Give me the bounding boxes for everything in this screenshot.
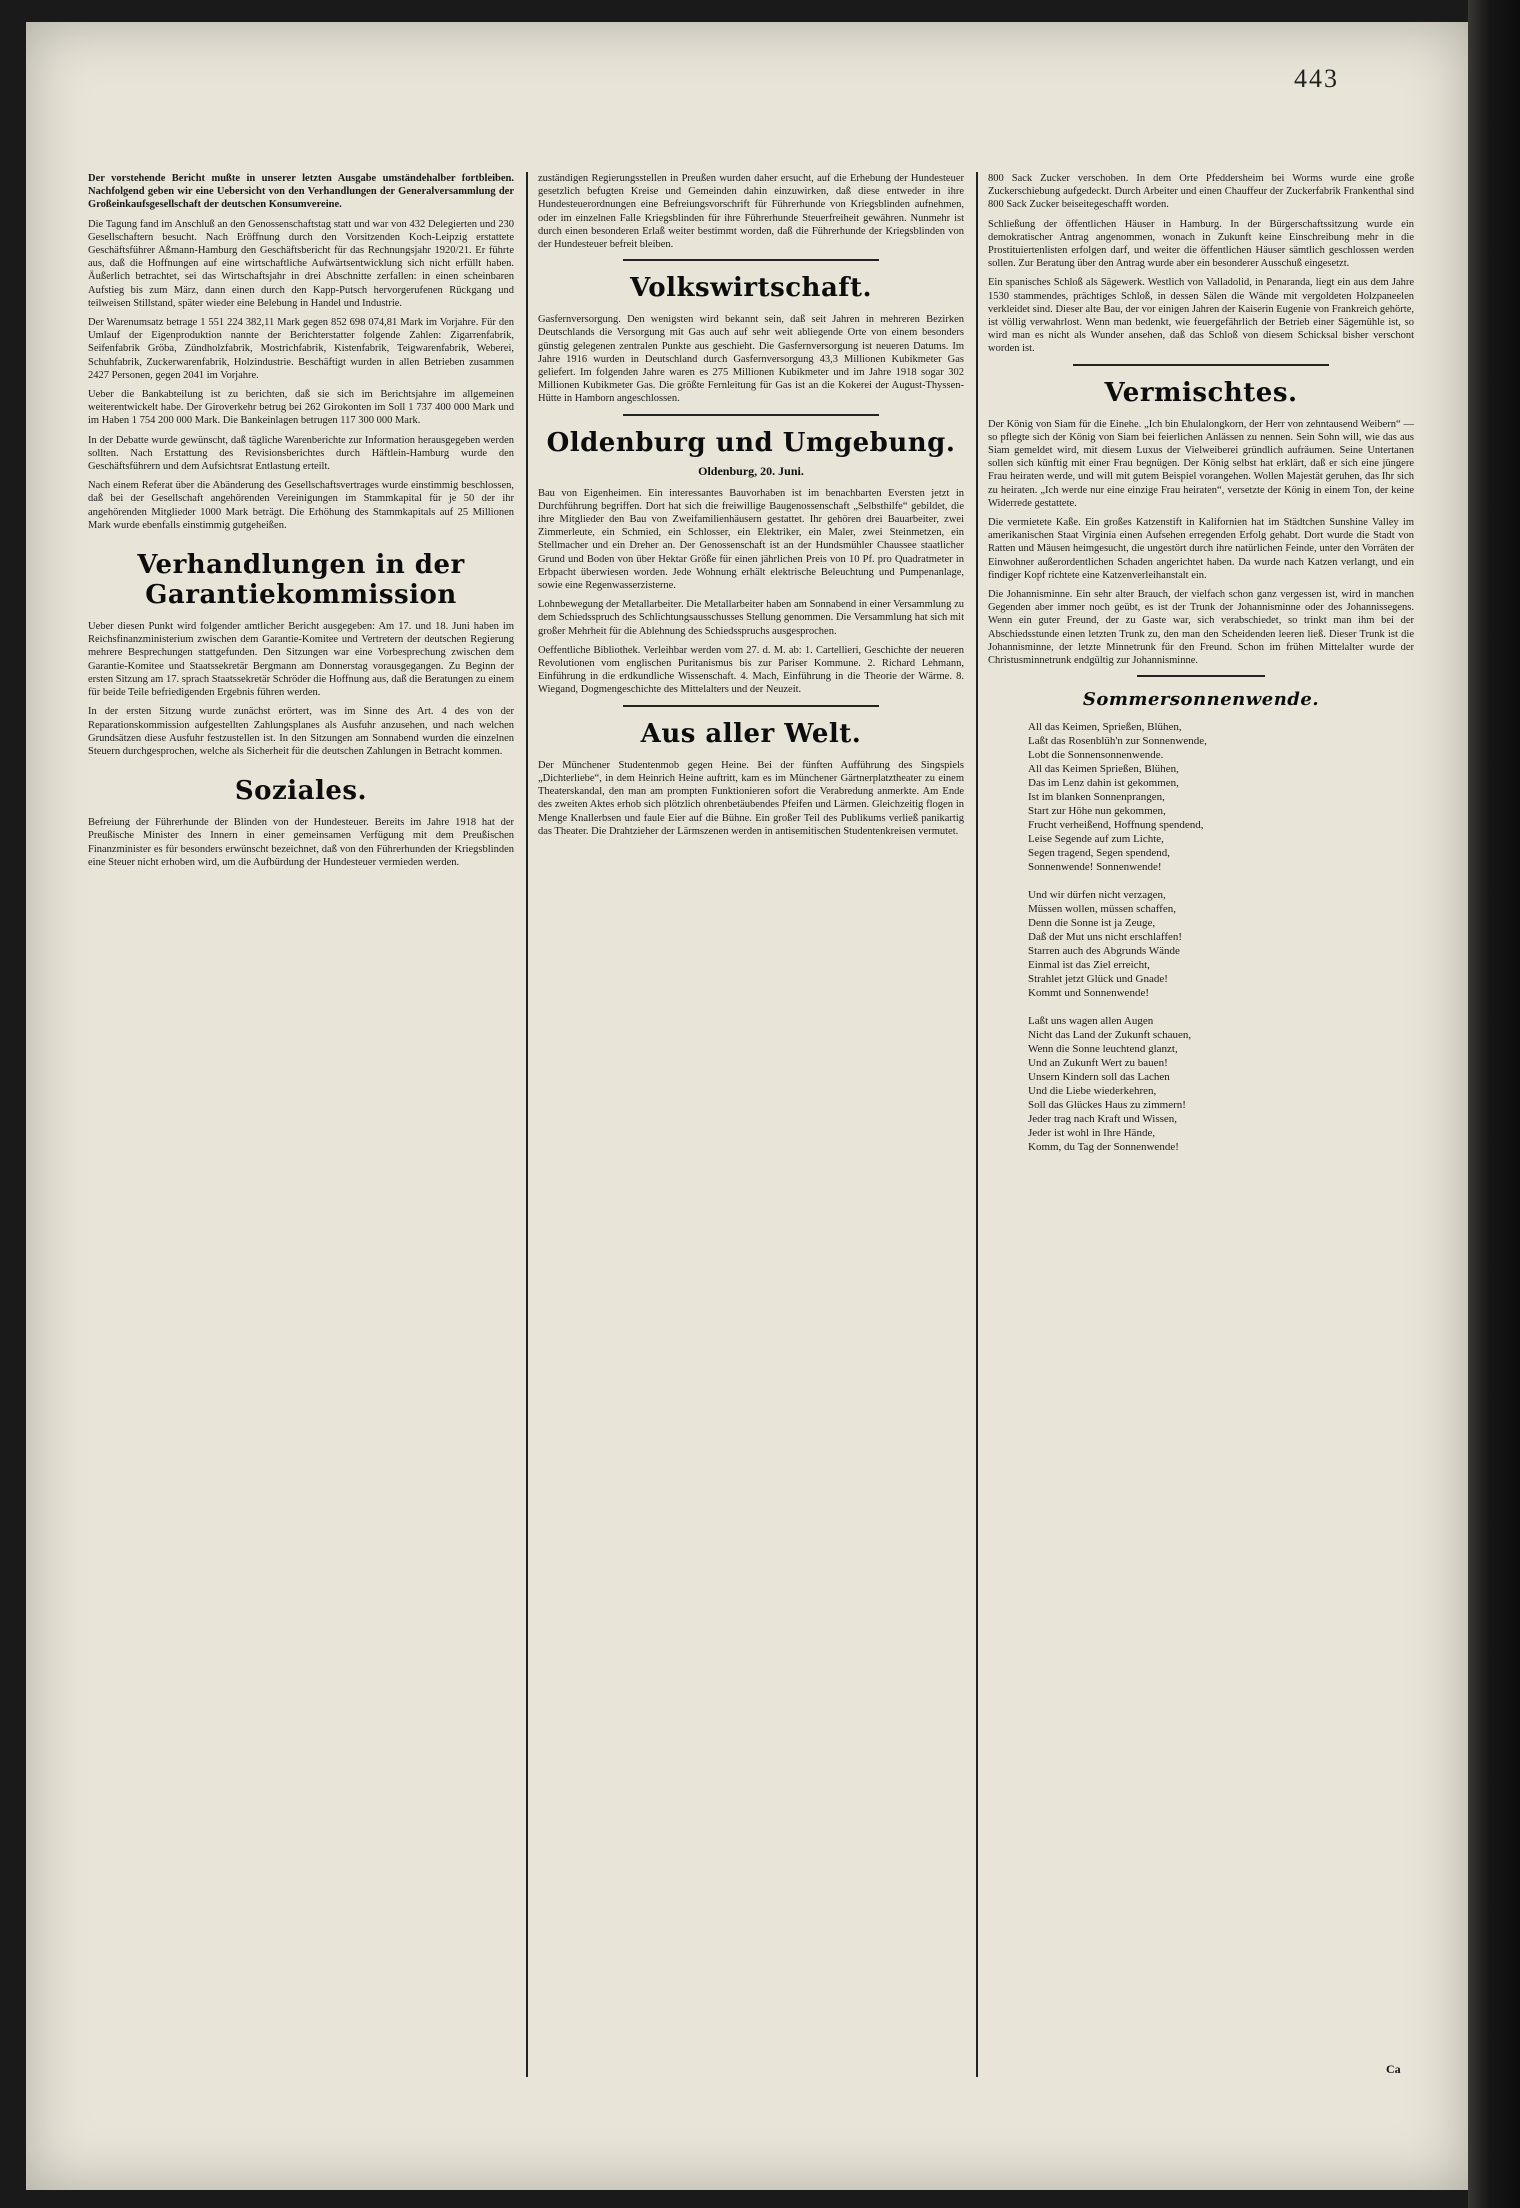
- poem-line: Soll das Glückes Haus zu zimmern!: [1028, 1099, 1186, 1112]
- col3-para-3: Ein spanisches Schloß als Sägewerk. Westlich von Valladolid, in Penaranda, liegt ein aus dem Jahre 1530 stammendes, prächtiges Schloß, in dessen Sälen die Wände mit vergoldeten Holzpaneelen verkleidet sind. Dieser alte Bau, der vor einigen Jahren der Kaiserin Eugenie von Frankreich gehörte, ist völlig verwahrlost. Wenn man bedenkt, wie feuergefährlich der Betrieb einer Sägemühle ist, so wird man es nicht als Wunder ansehen, daß das Schloß von diesem Schicksal bisher verschont worden ist.: [988, 277, 1414, 355]
- headline-volkswirtschaft: Volkswirtschaft.: [629, 273, 873, 304]
- col2-para-4: Lohnbewegung der Metallarbeiter. Die Metallarbeiter haben am Sonnabend in einer Versammlung zu dem Schiedsspruch des Schlichtungsausschusses Stellung genommen. Die Versammlung hat sich mit großer Mehrheit für die Ablehnung des Schiedsspruchs ausgesprochen.: [538, 599, 964, 637]
- poem-line: [1028, 1000, 1414, 1014]
- column-2: [538, 172, 964, 2072]
- poem-line: Jeder ist wohl in Ihre Hände,: [1028, 1127, 1156, 1140]
- bottom-mark: Ca: [1386, 2062, 1401, 2076]
- col1-para-4: Ueber die Bankabteilung ist zu berichten, daß sie sich im Berichtsjahre im allgemeinen weiterentwickelt habe. Der Giroverkehr betrug bei 262 Girokonten im Soll 1 737 400 000 Mark und im Haben 1 754 200 000 Mark. Die Bankeinlagen betrugen 117 300 000 Mark.: [88, 389, 514, 427]
- col1-para-6: Nach einem Referat über die Abänderung des Gesellschaftsvertrages wurde einstimmig beschlossen, daß bei der Gesellschaft angehörenden Vereinigungen im Stammkapital für je 50 der ihr angehörenden Mitglieder 1000 Mark beträgt. Die Erhöhung des Stammkapitals auf 25 Millionen Mark wurde ebenfalls einstimmig gutgeheißen.: [88, 480, 514, 531]
- page-binding-edge: [1468, 0, 1520, 2208]
- poem: [988, 720, 1414, 1154]
- page-number: 443: [1294, 64, 1339, 93]
- poem-line: Müssen wollen, müssen schaffen,: [1028, 903, 1176, 916]
- poem-line: Das im Lenz dahin ist gekommen,: [1028, 777, 1179, 790]
- col3-para-5: Die vermietete Kaße. Ein großes Katzenstift in Kalifornien hat im Städtchen Sunshine Valley im amerikanischen Staat Virginia einen Aufsehen erregenden Erfolg gehabt. Dort wurde die Stadt von Ratten und Mäusen heimgesucht, die ungestört durch ihre natürlichen Feinde, unter den Vorräten der Einwohner außerordentlichen Schaden angerichtet haben. Da wurde nach Katzen verlangt, und ein findiger Kopf richtete eine Katzenverleihanstalt ein.: [988, 517, 1414, 581]
- poem-line: Und wir dürfen nicht verzagen,: [1028, 889, 1166, 902]
- section-rule: [623, 414, 879, 416]
- poem-line: Strahlet jetzt Glück und Gnade!: [1028, 973, 1168, 986]
- dateline: Oldenburg, 20. Juni.: [698, 463, 804, 478]
- section-rule: [623, 705, 879, 707]
- poem-line: Und die Liebe wiederkehren,: [1028, 1085, 1157, 1098]
- col1-para-7: Ueber diesen Punkt wird folgender amtlicher Bericht ausgegeben: Am 17. und 18. Juni haben im Reichsfinanzministerium zwischen dem Garantie-Komitee und Vertretern der deutschen Regierung mehrere Besprechungen stattgefunden. Den Sitzungen war eine Vorbesprechung zwischen dem Garantie-Komitee und Staatssekretär Bergmann am Donnerstag vorausgegangen. Zu Beginn der ersten Sitzung am 17. sprach Staatssekretär Schröder die Hoffnung aus, daß die Beratungen zu einem für beide Teile befriedigenden Ergebnis führen werden.: [88, 621, 514, 699]
- poem-line: Leise Segende auf zum Lichte,: [1028, 833, 1164, 846]
- poem-line: Frucht verheißend, Hoffnung spendend,: [1028, 819, 1204, 832]
- col1-para-2: Die Tagung fand im Anschluß an den Genossenschaftstag statt und war von 432 Delegierten und 230 Gesellschaftern besucht. Nach Eröffnung durch den Vorsitzenden Koch-Leipzig erstattete Geschäftsführer Aßmann-Hamburg den Geschäftsbericht für das Rechnungsjahr 1920/21. Er führte aus, daß die Hoffnungen auf eine wirtschaftliche Aufwärtsentwicklung sich nicht erfüllt haben. Äußerlich betrachtet, sei das Wirtschaftsjahr in drei Abschnitte zerfallen: in einen scheinbaren Aufstieg bis zum März, dann einen durch den Kapp-Putsch hervorgerufenen Rückgang und teilweisen Stillstand, später wieder eine Belebung in Handel und Industrie.: [88, 218, 514, 309]
- poem-line: Kommt und Sonnenwende!: [1028, 987, 1149, 1000]
- poem-line: Segen tragend, Segen spendend,: [1028, 847, 1171, 860]
- col2-para-3: Bau von Eigenheimen. Ein interessantes Bauvorhaben ist im benachbarten Eversten jetzt in Durchführung begriffen. Dort hat sich die freiwillige Baugenossenschaft „Selbsthilfe“ gebildet, die ihre Mitglieder den Bau von Zweifamilienhäusern gestattet. Ihr gehören drei Bauarbeiter, zwei Zimmerleute, ein Schmied, ein Schlosser, ein Elektriker, ein Maler, zwei Steinmetzen, ein Stellmacher und ein Dreher an. Der Genossenschaft ist an der Hundsmühler Chaussee staatlicher Grund und Boden von über Hektar Größe für einen jährlichen Preis von 10 Pf. pro Quadratmeter in Erbpacht überwiesen worden. Jede Wohnung erhält elektrische Beleuchtung und Pumpenanlage, sowie eine Regenwasserzisterne.: [538, 487, 964, 592]
- poem-line: Daß der Mut uns nicht erschlaffen!: [1028, 931, 1183, 944]
- poem-line: Laßt uns wagen allen Augen: [1028, 1015, 1154, 1028]
- headline-sommersonnenwende: Sommersonnenwende.: [1082, 689, 1320, 711]
- col1-para-5: In der Debatte wurde gewünscht, daß tägliche Warenberichte zur Information herausgegeben werden sollten. Nach Erstattung des Revisionsberichtes durch Häftlein-Hamburg wurde den Geschäftsführern und dem Aufsichtsrat Entlastung erteilt.: [88, 434, 514, 473]
- col2-para-2: Gasfernversorgung. Den wenigsten wird bekannt sein, daß seit Jahren in mehreren Bezirken Deutschlands die Versorgung mit Gas auch auf sehr weit abliegende Orte von einem besonders günstig gelegenen zentralen Punkte aus geschieht. Die Gasfernversorgung ist neueren Datums. Im Jahre 1916 wurden in Deutschland durch Gasfernversorgung 43,3 Millionen Kubikmeter Gas geliefert. Im folgenden Jahre waren es 275 Millionen Kubikmeter und im Jahre 1918 sogar 302 Millionen Kubikmeter Gas. Die größte Fernleitung für Gas ist an die Kokerei der August-Thyssen-Hütte in Hamborn angeschlossen.: [538, 314, 964, 405]
- section-rule: [1073, 364, 1329, 366]
- col3-para-2: Schließung der öffentlichen Häuser in Hamburg. In der Bürgerschaftssitzung wurde ein demokratischer Antrag angenommen, wonach in Zukunft keine Einschreibung mehr in die Prostituiertenlisten erfolgen darf, und weiter die öffentlichen Häuser sämtlich geschlossen werden sollen. Zur Beratung über den Antrag wurde aber ein besonderer Ausschuß eingesetzt.: [988, 218, 1414, 270]
- poem-line: Start zur Höhe nun gekommen,: [1028, 805, 1166, 818]
- poem-line: Nicht das Land der Zukunft schauen,: [1028, 1029, 1192, 1042]
- poem-line: Laßt das Rosenblüh'n zur Sonnenwende,: [1028, 735, 1207, 748]
- headline-garantiekommission: Verhandlungen in der Garantiekommission: [137, 550, 465, 611]
- headline-oldenburg: Oldenburg und Umgebung.: [546, 427, 956, 458]
- col3-para-6: Die Johannisminne. Ein sehr alter Brauch, der vielfach schon ganz vergessen ist, wird in manchen Gegenden aber immer noch geübt, es ist der Trunk der Johannisminne oder des Johannissegens. Wenn ein guter Freund, der zu Gaste war, sich verabschiedet, so trinkt man ihm bei der Abschiedsstunde einen letzten Trunk zu, den man den Scheidenden leeren ließ. Dieser Trunk ist die Johannisminne, der letzte Minnetrunk für den Freund. Schon im frühen Mittelalter wurde der Christusminnetrunk endgültig zur Johannisminne.: [988, 589, 1414, 667]
- headline-soziales: Soziales.: [234, 776, 368, 807]
- poem-line: [1028, 874, 1414, 888]
- col3-para-4: Der König von Siam für die Einehe. „Ich bin Ehulalongkorn, der Herr von zehntausend Weibern“ — so pflegte sich der König von Siam bei feierlichen Anlässen zu nennen. Sein Sohn will, wie das aus Siam gemeldet wird, mit diesem Luxus der Vielweiberei gründlich aufräumen. Seine Untertanen sollen sich künftig mit einer Frau begnügen. Der König selbst hat erklärt, daß er sich eine jüngere Frau heiraten werde, und will mit gutem Beispiel vorangehen. Wollen Majestät geruhen, das Ihr sich zu heiraten. „Ich werde nur eine einzige Frau heiraten“, versetzte der König in einem Ton, der keine Widerrede gestattete.: [988, 418, 1414, 509]
- poem-line: Ist im blanken Sonnenprangen,: [1028, 791, 1165, 804]
- section-rule: [1137, 675, 1265, 677]
- poem-line: Denn die Sonne ist ja Zeuge,: [1028, 917, 1156, 930]
- poem-line: All das Keimen Sprießen, Blühen,: [1028, 763, 1179, 776]
- newspaper-page: [26, 22, 1468, 2190]
- headline-aus-aller-welt: Aus aller Welt.: [640, 718, 862, 749]
- col1-para-3: Der Warenumsatz betrage 1 551 224 382,11 Mark gegen 852 698 074,81 Mark im Vorjahre. Für den Umlauf der Eigenproduktion nannte der Berichterstatter folgende Zahlen: Zigarrenfabrik, Seifenfabrik Gröba, Zündholzfabrik, Mostrichfabrik, Kistenfabrik, Teigwarenfabrik, Weberei, Schuhfabrik, Zuckerwarenfabrik, Holzindustrie. Beschäftigt wurden in allen Betrieben zusammen 2427 Personen, gegen 2041 im Vorjahre.: [88, 317, 514, 381]
- col1-para-8: In der ersten Sitzung wurde zunächst erörtert, was im Sinne des Art. 4 des von der Reparationskommission aufgestellten Zahlungsplanes als Ausfuhr anzusehen, und nach welchen Grundsätzen diese Ausfuhr festzustellen ist. In den Sitzungen am Sonnabend wurden die einzelnen Steuern durchgesprochen, welche als Sicherheit für die deutschen Zahlungen in Betracht kommen.: [88, 706, 514, 757]
- column-rule-2: [976, 172, 978, 2077]
- poem-line: Wenn die Sonne leuchtend glanzt,: [1028, 1043, 1178, 1056]
- poem-line: Starren auch des Abgrunds Wände: [1028, 945, 1180, 958]
- column-1: [88, 172, 514, 2072]
- col2-para-6: Der Münchener Studentenmob gegen Heine. Bei der fünften Aufführung des Singspiels „Dichterliebe“, in dem Heinrich Heine auftritt, kam es im Münchener Gärtnerplatztheater zu einem Theaterskandal, den man am prompten Funktionieren sofort die Verabredung anmerkte. Am Ende des zweiten Aktes erhob sich plötzlich ohrenbetäubendes Pfeifen und Lärmen. Gleichzeitig flogen in Menge Knallerbsen und faule Eier auf die Bühne. Ein großer Teil des Publikums verließ panikartig das Theater. Die Drahtzieher der Lärmszenen werden in antisemitischen Studentenkreisen vermutet.: [538, 759, 964, 837]
- col2-para-5: Oeffentliche Bibliothek. Verleihbar werden vom 27. d. M. ab: 1. Cartellieri, Geschichte der neueren Revolutionen vom englischen Puritanismus bis zur Pariser Kommune. 2. Richard Lehmann, Einführung in die erdkundliche Wissenschaft. 4. Mach, Einführung in die Theorie der Wärme. 8. Wiegand, Dogmengeschichte des Mittelalters und der Neuzeit.: [538, 644, 964, 696]
- headline-vermischtes: Vermischtes.: [1104, 377, 1298, 408]
- poem-line: Sonnenwende! Sonnenwende!: [1028, 861, 1162, 874]
- col1-para-1: Der vorstehende Bericht mußte in unserer letzten Ausgabe umständehalber fortbleiben. Nachfolgend geben wir eine Uebersicht von den Verhandlungen der Generalversammlung der Großeinkaufsgesellschaft der deutschen Konsumvereine.: [88, 173, 514, 211]
- poem-line: Und an Zukunft Wert zu bauen!: [1028, 1057, 1168, 1070]
- col2-para-1: zuständigen Regierungsstellen in Preußen wurden daher ersucht, auf die Erhebung der Hundesteuer gesetzlich befugten Kreise und Gemeinden dahin einzuwirken, daß diese entweder in ihre Hundesteuerordnungen eine Befreiungsvorschrift für Führerhunde von Kriegsblinden aufnehmen, oder im einzelnen Falle Kriegsblinden für ihre Führerhunde Steuerfreiheit gewähren. Nunmehr ist durch einen besonderen Erlaß weiter bestimmt worden, daß die Führerhunde der Kriegsblinden von der Hundesteuer befreit bleiben.: [538, 173, 964, 251]
- poem-line: Lobt die Sonnensonnenwende.: [1028, 749, 1164, 762]
- col1-para-9: Befreiung der Führerhunde der Blinden von der Hundesteuer. Bereits im Jahre 1918 hat der Preußische Minister des Innern in einer gemeinsamen Verfügung mit dem Preußischen Finanzminister es für besonders erwünscht bezeichnet, daß von den Führerhunden der Kriegsblinden eine Steuer nicht erhoben wird, um die Aufbürdung der Hundesteuer vermieden werden.: [88, 817, 514, 868]
- col3-para-1: 800 Sack Zucker verschoben. In dem Orte Pfeddersheim bei Worms wurde eine große Zuckerschiebung aufgedeckt. Durch Arbeiter und einen Chauffeur der Zuckerfabrik Frankenthal sind 800 Sack Zucker beiseitegeschafft worden.: [988, 173, 1414, 211]
- column-rule-1: [526, 172, 528, 2077]
- poem-line: Einmal ist das Ziel erreicht,: [1028, 959, 1150, 972]
- section-rule: [623, 259, 879, 261]
- poem-line: Unsern Kindern soll das Lachen: [1028, 1071, 1170, 1084]
- poem-line: All das Keimen, Sprießen, Blühen,: [1028, 721, 1182, 734]
- column-3: [988, 172, 1414, 2072]
- poem-line: Komm, du Tag der Sonnenwende!: [1028, 1141, 1179, 1154]
- poem-line: Jeder trag nach Kraft und Wissen,: [1028, 1113, 1178, 1126]
